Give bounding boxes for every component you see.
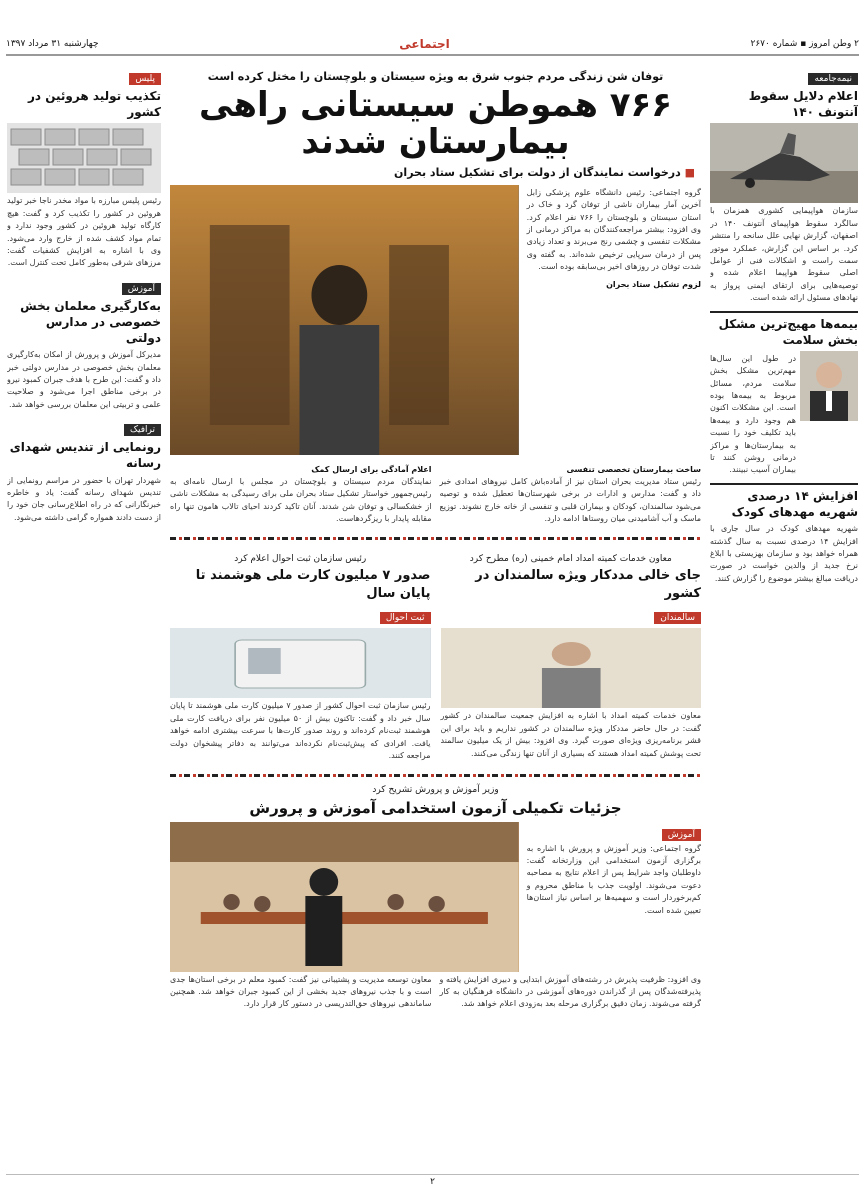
story-tag: سالمندان: [654, 612, 701, 624]
column-tag: آموزش: [122, 283, 161, 295]
page-footer: [6, 1174, 859, 1191]
id-card-illustration: [170, 628, 431, 698]
story-body: گروه اجتماعی: وزیر آموزش و پرورش با اشاره به برگزاری آزمون استخدامی این وزارتخانه گفت: داوطلبان واجد شرایط پس از اعلام نتایج به مصاحبه دعوت می‌شوند. اولویت جذب با مناطق محروم و کم‌برخوردار است و سهمیه‌ها بر اساس نیاز استان‌ها تعیین شده است.: [526, 843, 701, 915]
lead-subhead: [176, 166, 695, 179]
page-number: ۲: [430, 1177, 435, 1187]
story-body: شهریه مهدهای کودک در سال جاری با افزایش ۱۴ درصدی نسبت به سال گذشته همراه خواهد بود و سازمان بهزیستی با ابلاغ نرخ جدید از والدین خواست در صورت دریافت مبالغ بیشتر موضوع را گزارش کنند.: [710, 524, 858, 583]
story-title: بیمه‌ها مهیج‌ترین مشکل بخش سلامت: [718, 316, 858, 347]
lead-subheading: اعلام آمادگی برای ارسال کمک: [311, 464, 432, 474]
story-kicker: رئیس سازمان ثبت احوال اعلام کرد: [234, 554, 367, 565]
classroom-photo: [170, 822, 519, 972]
elderly-man-photo: [441, 628, 702, 708]
section-title: اجتماعی: [399, 37, 450, 51]
id-card-photo: [170, 628, 431, 698]
plane-crash-photo: [710, 123, 858, 203]
story-title: افزایش ۱۴ درصدی شهریه مهدهای کودک: [731, 488, 858, 519]
story-title: جای خالی مددکار ویژه سالمندان در کشور: [475, 568, 701, 601]
story-body: رئیس سازمان ثبت احوال کشور از صدور ۷ میلیون کارت ملی هوشمند تا پایان سال خبر داد و گفت: تاکنون بیش از ۵۰ میلیون نفر برای دریافت کارت ملی هوشمند ثبت‌نام کرده‌اند و روند صدور کارت‌ها با سرعت بیشتری ادامه خواهد یافت. افرادی که پیش‌ثبت‌نام نکرده‌اند می‌توانند به دفاتر پیشخوان دولت مراجعه کنند.: [170, 701, 431, 760]
column-tag: نیمه‌جامعه: [808, 73, 858, 85]
lead-kicker: توفان شن زندگی مردم جنوب شرق به ویژه سیستان و بلوچستان را مختل کرده است: [207, 70, 664, 83]
section-divider: [170, 537, 701, 540]
bullet-icon: ■: [680, 165, 695, 179]
classroom-illustration: [170, 822, 519, 972]
story-title: به‌کارگیری معلمان بخش خصوصی در مدارس دولتی: [20, 298, 161, 346]
story-body: سازمان هواپیمایی کشوری همزمان با سالگرد سقوط هواپیمای آنتونف ۱۴۰ در اصفهان، گزارش نهایی علل سانحه را منتشر کرد. بر اساس این گزارش، عملکرد موتور سمت راست و اشکالات فنی از عوامل اصلی سقوط هواپیما اعلام شده و توصیه‌هایی برای ارتقای ایمنی پرواز به نهادهای مسئول ارائه شده است.: [710, 206, 858, 303]
lead-body: رئیس ستاد مدیریت بحران استان نیز از آماده‌باش کامل نیروهای امدادی خبر داد و گفت: مدارس و ادارات در برخی شهرستان‌ها تعطیل شده و توصیه می‌شود سالمندان، کودکان و بیماران قلبی و تنفسی از خانه خارج نشوند. توزیع ماسک و آب آشامیدنی میان روستاها ادامه دارد.: [439, 476, 701, 523]
lead-body: نمایندگان مردم سیستان و بلوچستان در مجلس با ارسال نامه‌ای به رئیس‌جمهور خواستار تشکیل ستاد بحران ملی برای رسیدگی به مشکلات ناشی از خشکسالی و توفان شن شدند. آنان تاکید کردند احیای تالاب هامون تنها راه مقابله پایدار با ریزگردهاست.: [170, 476, 432, 523]
story-tag: آموزش: [662, 829, 701, 841]
main-column: [170, 66, 701, 1169]
story-kicker: معاون خدمات کمیته امداد امام خمینی (ره) مطرح کرد: [469, 554, 672, 565]
dust-storm-photo: [170, 185, 519, 455]
column-tag: ترافیک: [124, 424, 161, 436]
lead-subheading: لزوم تشکیل ستاد بحران: [606, 279, 701, 289]
packages-illustration: [7, 123, 161, 193]
issue-date: چهارشنبه ۳۱ مرداد ۱۳۹۷: [6, 39, 99, 49]
story-kicker: وزیر آموزش و پرورش تشریح کرد: [372, 785, 499, 796]
wreckage-illustration: [710, 123, 858, 203]
story-title: صدور ۷ میلیون کارت ملی هوشمند تا پایان سال: [195, 568, 431, 601]
seized-drugs-photo: [7, 123, 161, 193]
story-body: معاون خدمات کمیته امداد با اشاره به افزایش جمعیت سالمندان در کشور گفت: در حال حاضر مددکار ویژه سالمندان در کشور نداریم و باید برای این قشر برنامه‌ریزی ویژه‌ای صورت گیرد. وی افزود: بیش از یک میلیون سالمند تحت پوشش کمیته امداد هستند که بسیاری از آنان تنها زندگی می‌کنند.: [440, 711, 701, 758]
column-tag: پلیس: [129, 73, 161, 85]
story-title: جزئیات تکمیلی آزمون استخدامی آموزش و پرورش: [249, 799, 622, 818]
lead-headline: ۷۶۶ هموطن سیستانی راهی بیمارستان شدند: [198, 85, 672, 163]
story-body: در طول این سال‌ها مهم‌ترین مشکل بخش سلامت مردم، مسائل مربوط به بیمه‌ها بوده است. این مشکلات اکنون هم وجود دارد و بیمه‌ها باید تکلیف خود را نسبت به بیمارستان‌ها و مراکز درمانی روشن کنند تا بیماران آسیب نبینند.: [710, 353, 796, 475]
story-tag: ثبت احوال: [380, 612, 431, 624]
story-title: رونمایی از تندیس شهدای رسانه: [9, 440, 161, 471]
right-column: [710, 66, 858, 1169]
left-column: [7, 66, 161, 1169]
lead-subheading: ساخت بیمارستان تخصصی تنفسی: [566, 464, 701, 474]
lead-body: گروه اجتماعی: رئیس دانشگاه علوم پزشکی زابل آخرین آمار بیماران ناشی از توفان گرد و خاک در استان سیستان و بلوچستان را ۷۶۶ نفر اعلام کرد. وی افزود: بیشتر مراجعه‌کنندگان به مراکز درمانی از مشکلات تنفسی و چشمی رنج می‌برند و تعداد زیادی پس از درمان سرپایی ترخیص شده‌اند. به گفته وی شدت توفان در روزهای اخیر بی‌سابقه بوده است.: [526, 187, 701, 272]
story-title: تکذیب تولید هروئین در کشور: [27, 89, 161, 120]
story-body: مدیرکل آموزش و پرورش از امکان به‌کارگیری معلمان بخش خصوصی در مدارس دولتی خبر داد و گفت: این طرح با هدف جبران کمبود نیرو در برخی مناطق اجرا می‌شود و صلاحیت علمی و تربیتی این معلمان بررسی خواهد شد.: [7, 350, 161, 409]
official-portrait: [800, 351, 858, 421]
story-body: وی افزود: ظرفیت پذیرش در رشته‌های آموزش ابتدایی و دبیری افزایش یافته و پذیرفته‌شدگان پس از گذراندن دوره‌های آموزشی در دانشگاه فرهنگیان به کار گرفته می‌شوند. زمان دقیق برگزاری مرحله بعد به‌زودی اعلام خواهد شد.: [439, 974, 701, 1009]
story-body: رئیس پلیس مبارزه با مواد مخدر ناجا خبر تولید هروئین در کشور را تکذیب کرد و گفت: هیچ کارگاه تولید هروئین در کشور وجود ندارد و تمام مواد کشف شده از خارج وارد می‌شود. وی با اشاره به افزایش کشفیات گفت: مرزهای شرقی به‌طور کامل تحت کنترل است.: [7, 196, 161, 268]
dust-storm-illustration: [170, 185, 519, 455]
story-title: اعلام دلایل سقوط آنتونف ۱۴۰: [748, 89, 858, 120]
lead-subhead-text: درخواست نمایندگان از دولت برای تشکیل ستاد بحران: [394, 165, 681, 179]
section-divider: [170, 774, 701, 777]
story-body: معاون توسعه مدیریت و پشتیبانی نیز گفت: کمبود معلم در برخی استان‌ها جدی است و با جذب نیروهای جدید بخشی از این کمبود جبران خواهد شد. همچنین ساماندهی نیروهای حق‌التدریسی در دستور کار قرار دارد.: [170, 974, 432, 1009]
elderly-illustration: [441, 628, 702, 708]
story-body: شهردار تهران با حضور در مراسم رونمایی از تندیس شهدای رسانه گفت: یاد و خاطره خبرنگارانی که در راه اطلاع‌رسانی جان خود را از دست دادند همواره گرامی داشته می‌شود.: [7, 475, 161, 522]
page-header: [6, 34, 859, 56]
issue-info: ۲ وطن امروز ▪ شماره ۲۶۷۰: [750, 39, 859, 49]
portrait-illustration: [800, 351, 858, 421]
